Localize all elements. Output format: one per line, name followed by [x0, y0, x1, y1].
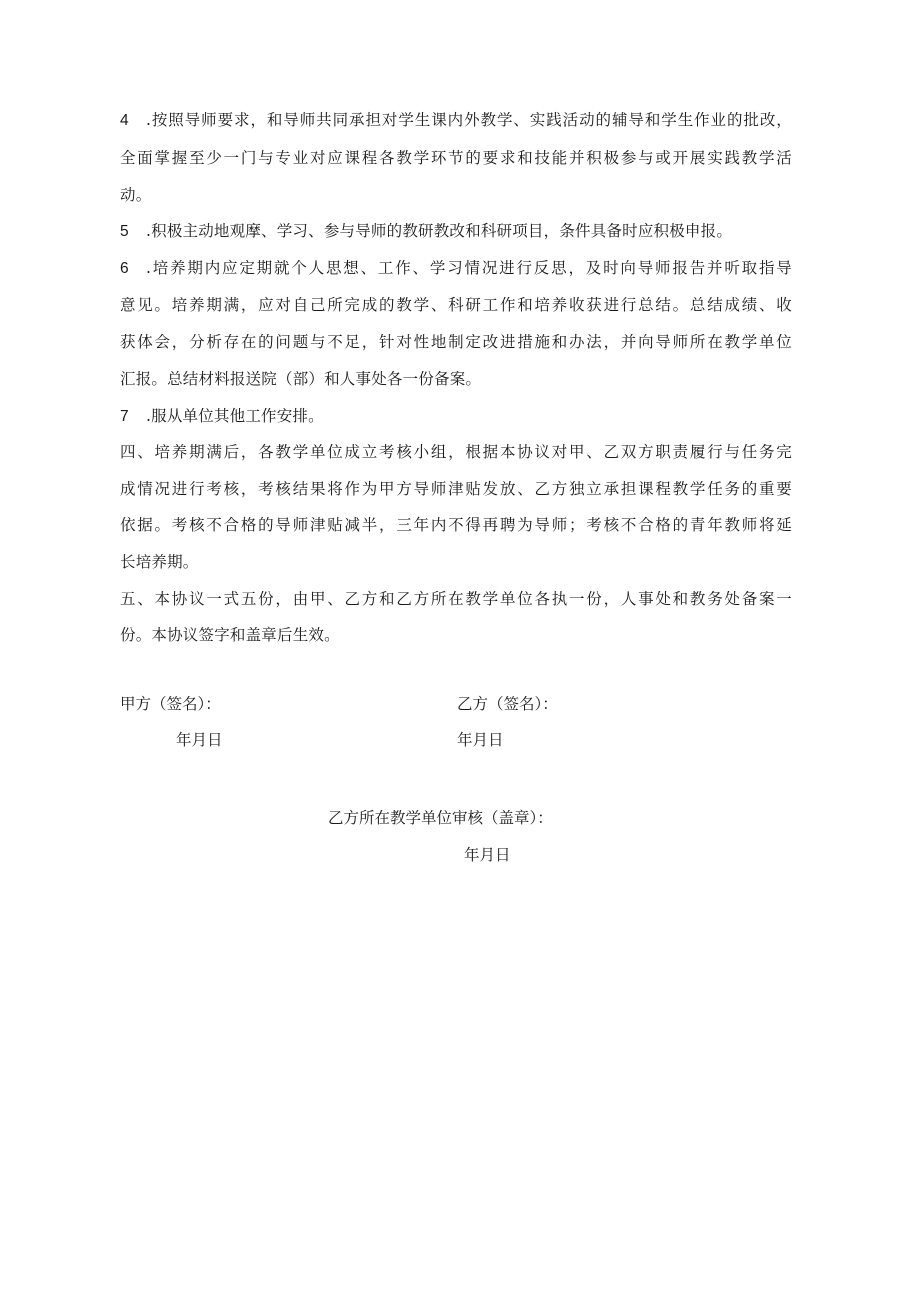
party-b-signature-label: 乙方（签名）： — [457, 695, 558, 713]
item-5-line-1 — [120, 221, 732, 242]
section-4-line-4: 长培养期。 — [120, 553, 199, 571]
party-b-date: 年月日 — [457, 731, 504, 749]
item-6-line-2: 意见。培养期满，应对自己所完成的教学、科研工作和培养收获进行总结。总结成绩、收 — [120, 296, 792, 314]
item-6-line-4: 汇报。总结材料报送院（部）和人事处各一份备案。 — [120, 370, 482, 388]
section-4-line-3: 依据。考核不合格的导师津贴减半，三年内不得再聘为导师；考核不合格的青年教师将延 — [120, 516, 792, 534]
unit-seal-label: 乙方所在教学单位审核（盖章）： — [328, 809, 553, 827]
section-5-line-1: 五、本协议一式五份，由甲、乙方和乙方所在教学单位各执一份，人事处和教务处备案一 — [120, 590, 792, 608]
item-4-number: 4 — [120, 112, 129, 129]
item-4-line-2: 全面掌握至少一门与专业对应课程各教学环节的要求和技能并积极参与或开展实践教学活 — [120, 149, 792, 167]
item-4-line-1 — [120, 110, 792, 131]
section-4-line-1: 四、培养期满后，各教学单位成立考核小组，根据本协议对甲、乙双方职责履行与任务完 — [120, 443, 792, 461]
item-4-text-1: .按照导师要求，和导师共同承担对学生课内外教学、实践活动的辅导和学生作业的批改， — [146, 111, 792, 129]
item-5-text-1: .积极主动地观摩、学习、参与导师的教研教改和科研项目，条件具备时应积极申报。 — [146, 222, 733, 240]
item-6-line-3: 获体会，分析存在的问题与不足，针对性地制定改进措施和办法，并向导师所在教学单位 — [120, 333, 792, 351]
item-6-text-1: .培养期内应定期就个人思想、工作、学习情况进行反思，及时向导师报告并听取指导 — [146, 259, 792, 277]
item-4-line-3: 动。 — [120, 186, 152, 204]
section-5-line-2: 份。本协议签字和盖章后生效。 — [120, 626, 340, 644]
item-7-line-1 — [120, 406, 324, 427]
item-6-line-1 — [120, 258, 792, 279]
unit-seal-date: 年月日 — [464, 846, 511, 864]
item-7-number: 7 — [120, 408, 129, 425]
party-a-signature-label: 甲方（签名）： — [120, 695, 221, 713]
item-6-number: 6 — [120, 260, 129, 277]
section-4-line-2: 成情况进行考核，考核结果将作为甲方导师津贴发放、乙方独立承担课程教学任务的重要 — [120, 480, 792, 498]
item-5-number: 5 — [120, 223, 129, 240]
party-a-date: 年月日 — [176, 731, 223, 749]
item-7-text-1: .服从单位其他工作安排。 — [146, 407, 324, 425]
